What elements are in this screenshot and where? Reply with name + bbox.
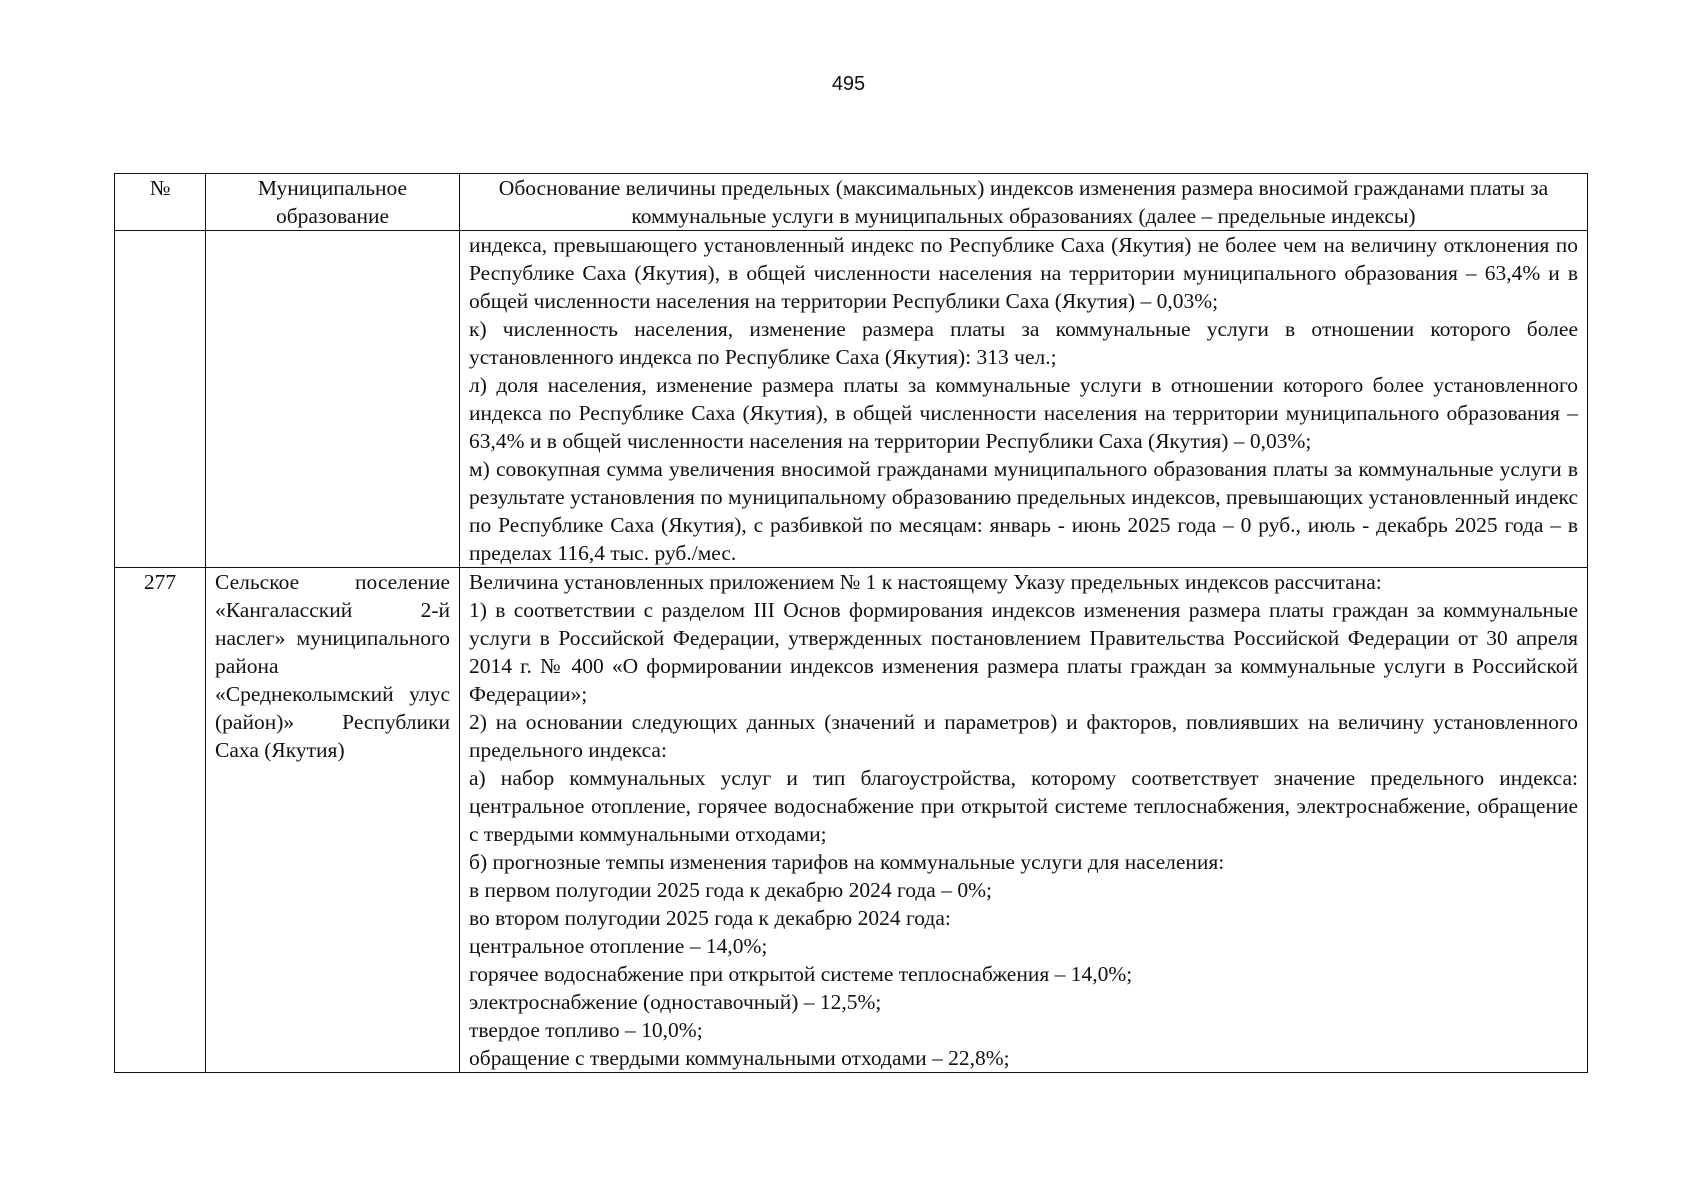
row-number: 277 (115, 568, 206, 1073)
row-number (115, 231, 206, 568)
justification-paragraph: а) набор коммунальных услуг и тип благоустройства, которому соответствует значение предельного индекса: центральное отопление, горячее водоснабжение при открытой системе теплоснабжения, электроснабжение, обращение с твердыми коммунальными отходами; (469, 766, 1578, 846)
justification-paragraph: твердое топливо – 10,0%; (469, 1018, 703, 1042)
page-number: 495 (831, 73, 866, 95)
justification-paragraph: электроснабжение (одноставочный) – 12,5%; (469, 990, 882, 1014)
justification-paragraph: 1) в соответствии с разделом III Основ формирования индексов изменения размера платы граждан за коммунальные услуги в Российской Федерации, утвержденных постановлением Правительства Российской Федерации от 30 апреля 2014 г. № 400 «О формировании индексов изменения размера платы граждан за коммунальные услуги в Российской Федерации»; (469, 598, 1578, 706)
row-municipality (206, 568, 460, 1073)
justification-paragraph: м) совокупная сумма увеличения вносимой гражданами муниципального образования платы за коммунальные услуги в результате установления по муниципальному образованию предельных индексов, превышающих установленный индекс по Республике Саха (Якутия), с разбивкой по месяцам: январь - июнь 2025 года – 0 руб., июль - декабрь 2025 года – в пределах 116,4 тыс. руб./мес. (469, 457, 1578, 565)
justification-paragraph: 2) на основании следующих данных (значений и параметров) и факторов, повлиявших на величину установленного предельного индекса: (469, 710, 1578, 762)
justification-paragraph: горячее водоснабжение при открытой системе теплоснабжения – 14,0%; (469, 962, 1133, 986)
table-row (115, 231, 1588, 568)
justification-paragraph: центральное отопление – 14,0%; (469, 934, 768, 958)
justification-paragraph: б) прогнозные темпы изменения тарифов на коммунальные услуги для населения: (469, 850, 1225, 874)
justification-paragraph: в первом полугодии 2025 года к декабрю 2024 года – 0%; (469, 878, 992, 902)
indices-table (114, 173, 1588, 1073)
justification-paragraph: во втором полугодии 2025 года к декабрю 2024 года: (469, 906, 951, 930)
justification-paragraph: л) доля населения, изменение размера платы за коммунальные услуги в отношении которого более установленного индекса по Республике Саха (Якутия), в общей численности населения на территории муниципального образования – 63,4% и в общей численности населения на территории Республики Саха (Якутия) – 0,03%; (469, 373, 1578, 453)
header-municipality: Муниципальное образование (206, 174, 460, 231)
header-number: № (115, 174, 206, 231)
justification-paragraph: обращение с твердыми коммунальными отходами – 22,8%; (469, 1046, 1010, 1070)
row-justification (460, 231, 1588, 568)
justification-paragraph: индекса, превышающего установленный индекс по Республике Саха (Якутия) не более чем на величину отклонения по Республике Саха (Якутия), в общей численности населения на территории муниципального образования – 63,4% и в общей численности населения на территории Республики Саха (Якутия) – 0,03%; (469, 233, 1578, 313)
justification-paragraph: к) численность населения, изменение размера платы за коммунальные услуги в отношении которого более установленного индекса по Республике Саха (Якутия): 313 чел.; (469, 317, 1578, 369)
justification-paragraph: Величина установленных приложением № 1 к настоящему Указу предельных индексов рассчитана: (469, 570, 1382, 594)
table-row (115, 568, 1588, 1073)
table-header-row (115, 174, 1588, 231)
row-justification (460, 568, 1588, 1073)
municipality-name: Сельское поселение «Кангаласский 2-й наслег» муниципального района «Среднеколымский улус (район)» Республики Саха (Якутия) (215, 570, 450, 762)
row-municipality (206, 231, 460, 568)
header-justification: Обоснование величины предельных (максимальных) индексов изменения размера вносимой гражданами платы за коммунальные услуги в муниципальных образованиях (далее – предельные индексы) (460, 174, 1588, 231)
